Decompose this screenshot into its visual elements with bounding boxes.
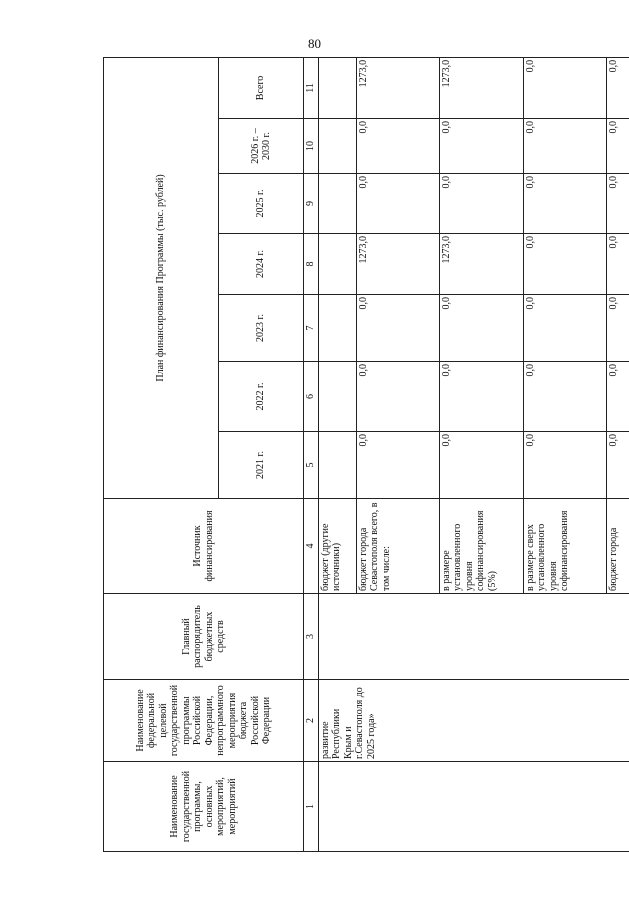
header-program-name: Наименование государственной программы, основных мероприятий, мероприятий [104,762,304,852]
cell-value: 1273,0 [356,234,439,295]
column-number: 1 [304,762,319,852]
cell-value: 0,0 [606,362,629,432]
header-year: 2025 г. [219,174,304,234]
cell-value: 1273,0 [439,57,523,118]
cell-source: бюджет города [606,499,629,594]
header-year: 2021 г. [219,432,304,499]
cell-value: 0,0 [523,119,606,174]
header-year: 2024 г. [219,234,304,295]
column-number: 5 [304,432,319,499]
cell-value: 0,0 [439,295,523,362]
cell-value: 0,0 [356,432,439,499]
cell-value [318,234,356,295]
cell-value: 0,0 [606,432,629,499]
header-federal-program: Наименование федеральной целевой государственной программы Российской Федерации, непрограммного мероприятия бюджета Российской Федерации [104,680,304,762]
column-number: 7 [304,295,319,362]
header-total: Всего [219,57,304,118]
column-number: 6 [304,362,319,432]
cell-value: 0,0 [356,362,439,432]
cell-value [318,295,356,362]
cell-value: 0,0 [606,57,629,118]
cell-budget-manager [318,594,629,680]
header-row-1 [104,57,219,851]
column-number: 8 [304,234,319,295]
column-number: 2 [304,680,319,762]
column-numbers-row [304,57,319,851]
cell-value: 0,0 [439,432,523,499]
column-number: 3 [304,594,319,680]
cell-source: в размере установленного уровня софинансирования (5%) [439,499,523,594]
column-number: 4 [304,499,319,594]
cell-federal-program: развитие Республики Крым и г.Севастополя до 2025 года» [318,680,629,762]
cell-source: бюджет (другие источники) [318,499,356,594]
header-year: 2023 г. [219,295,304,362]
column-number: 9 [304,174,319,234]
cell-value [318,57,356,118]
cell-value: 0,0 [356,174,439,234]
cell-value: 0,0 [606,174,629,234]
cell-value: 0,0 [523,174,606,234]
column-number: 10 [304,119,319,174]
cell-value: 0,0 [439,174,523,234]
page-number: 80 [308,36,321,51]
cell-value: 0,0 [523,432,606,499]
header-funding-source: Источник финансирования [104,499,304,594]
cell-value: 0,0 [523,295,606,362]
cell-value: 0,0 [606,119,629,174]
cell-value: 0,0 [523,57,606,118]
cell-value [318,174,356,234]
cell-value: 0,0 [439,119,523,174]
table-row-other-sources [318,57,356,851]
cell-program-name [318,762,629,852]
cell-value [318,362,356,432]
header-year: 2026 г. – 2030 г. [219,119,304,174]
cell-value: 0,0 [523,362,606,432]
financing-table [103,57,629,852]
header-budget-manager: Главный распорядитель бюджетных средств [104,594,304,680]
cell-value: 0,0 [439,362,523,432]
cell-value [318,432,356,499]
cell-value [318,119,356,174]
cell-source: бюджет города Севастополя всего, в том числе: [356,499,439,594]
header-year: 2022 г. [219,362,304,432]
column-number: 11 [304,57,319,118]
cell-value: 1273,0 [356,57,439,118]
cell-value: 1273,0 [439,234,523,295]
rotated-table-wrapper [103,58,619,852]
header-financing-plan: План финансирования Программы (тыс. рублей) [104,57,219,498]
cell-value: 0,0 [356,119,439,174]
cell-value: 0,0 [523,234,606,295]
cell-value: 0,0 [606,234,629,295]
cell-value: 0,0 [356,295,439,362]
cell-value: 0,0 [606,295,629,362]
cell-source: в размере сверх установленного уровня софинансирования [523,499,606,594]
